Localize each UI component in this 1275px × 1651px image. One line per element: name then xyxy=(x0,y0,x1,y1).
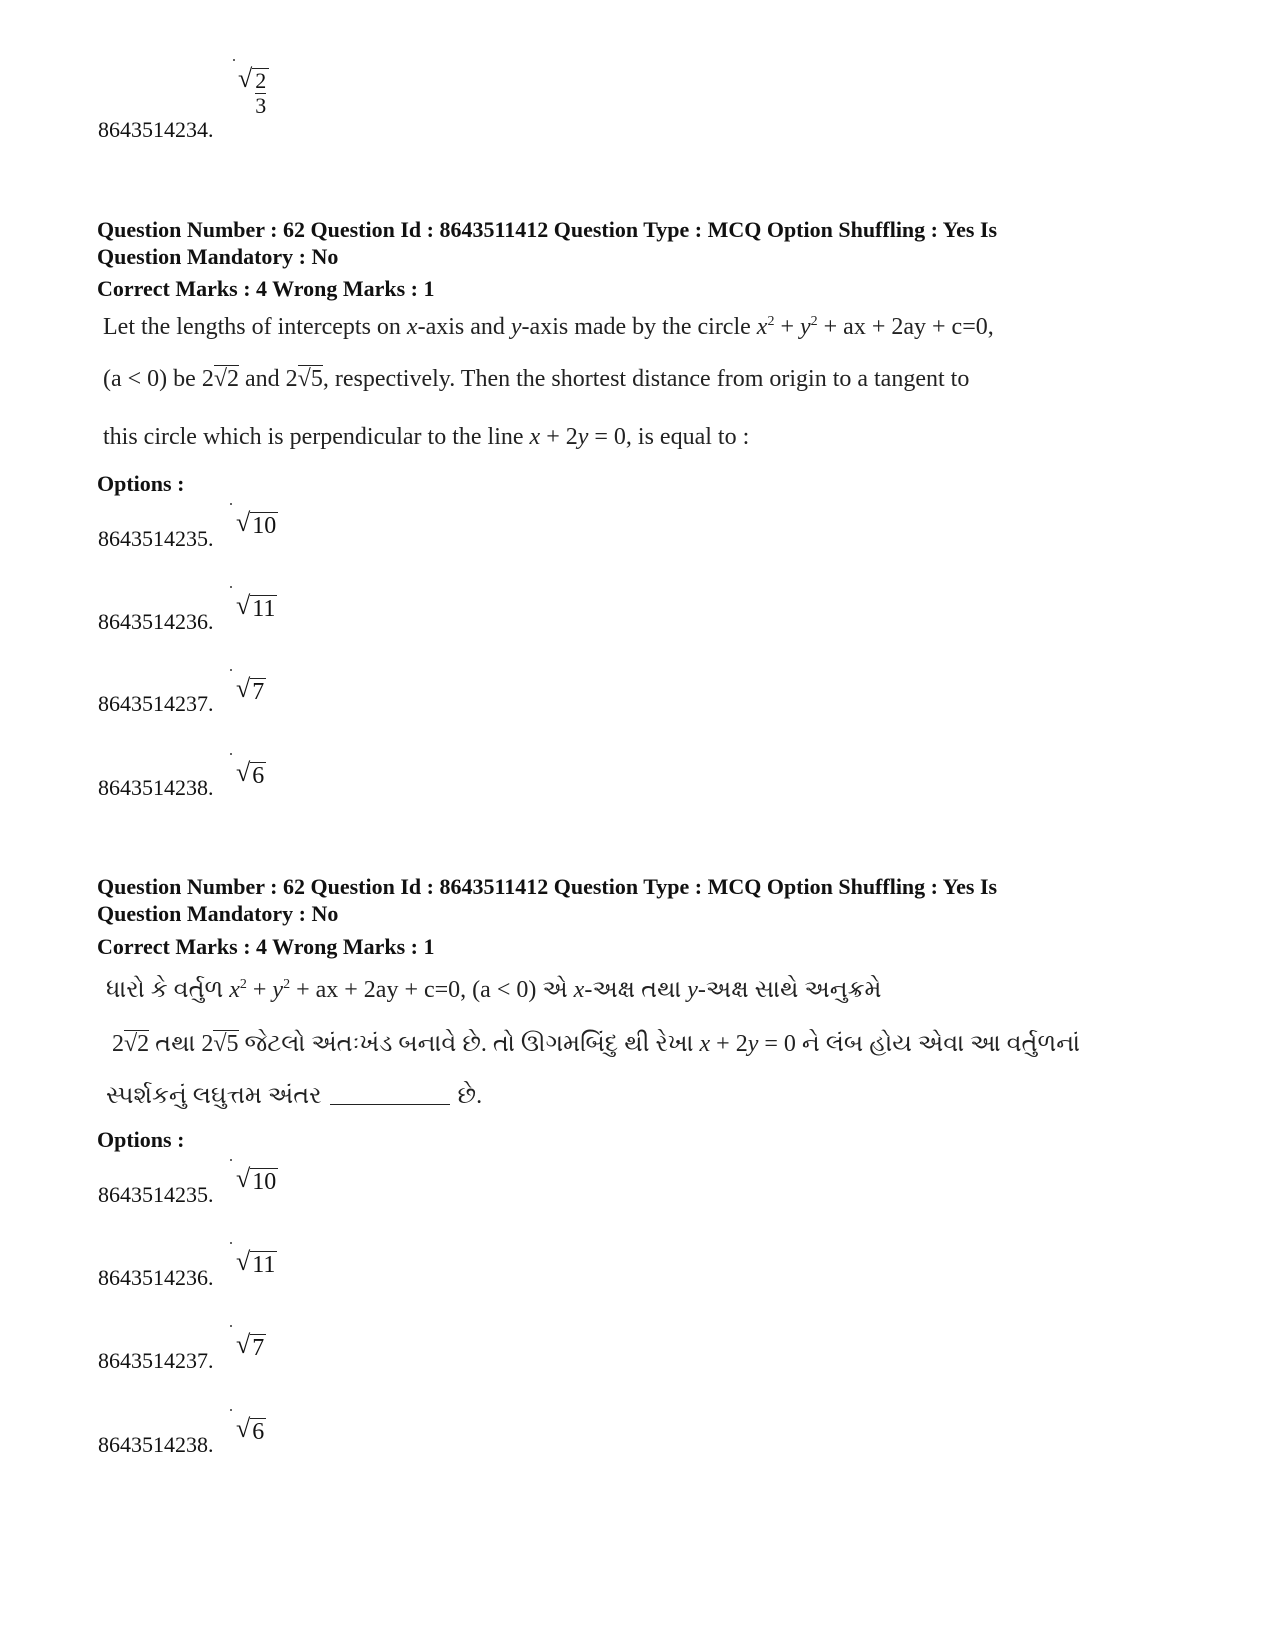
option-id: 8643514237. xyxy=(98,1348,214,1373)
question-text-line-1: ધારો કે વર્તુળ $x^2 + y^2$ + ax + 2ay + c=0, (a < 0) એ x-અક્ષ તથા y-અક્ષ સાથે અનુક્રમે xyxy=(106,977,882,1003)
option-value: √ 6 xyxy=(236,1414,265,1445)
question-marks: Correct Marks : 4 Wrong Marks : 1 xyxy=(97,276,435,301)
option-value: √ $\frac{2}{3}$ xyxy=(238,66,269,118)
question-text-line-2: (a < 0) be 2√2 and 2√5, respectively. Then the shortest distance from origin to a tangent to xyxy=(103,366,970,392)
option-value: √ 10 xyxy=(236,508,277,539)
option-id: 8643514238. xyxy=(98,775,214,800)
question-text-line-3: this circle which is perpendicular to the line x + 2y = 0, is equal to : xyxy=(103,424,750,450)
question-meta: Question Number : 62 Question Id : 8643511412 Question Type : MCQ Option Shuffling : Yes Is Question Mandatory : No xyxy=(97,874,998,926)
question-text-line-2: 2√2 તથા 2√5 જેટલો અંતઃખંડ બનાવે છે. તો ઊગમબિંદુ થી રેખા x + 2y = 0 ને લંબ હોય એવા આ વર્તુળનાં xyxy=(112,1031,1080,1057)
option-id: 8643514237. xyxy=(98,691,214,716)
option-value: √ 7 xyxy=(236,1330,265,1361)
question-marks: Correct Marks : 4 Wrong Marks : 1 xyxy=(97,934,435,959)
option-id: 8643514235. xyxy=(98,1182,214,1207)
option-id: 8643514234. xyxy=(98,117,214,142)
option-id: 8643514236. xyxy=(98,609,214,634)
option-id: 8643514236. xyxy=(98,1265,214,1290)
option-value: √ 6 xyxy=(236,758,265,789)
option-value: √ 7 xyxy=(236,674,265,705)
question-text-line-3: સ્પર્શકનું લઘુત્તમ અંતર છે. xyxy=(106,1083,483,1109)
question-text-line-1: Let the lengths of intercepts on x-axis and y-axis made by the circle $x^2 + y^2$ + ax + 2ay + c=0, xyxy=(103,314,994,340)
options-label: Options : xyxy=(97,471,185,496)
option-value: √ 10 xyxy=(236,1164,277,1195)
answer-blank xyxy=(330,1104,450,1105)
option-id: 8643514235. xyxy=(98,526,214,551)
options-label: Options : xyxy=(97,1127,185,1152)
question-meta: Question Number : 62 Question Id : 8643511412 Question Type : MCQ Option Shuffling : Yes Is Question Mandatory : No xyxy=(97,217,998,269)
option-id: 8643514238. xyxy=(98,1432,214,1457)
option-value: √ 11 xyxy=(236,591,276,622)
option-value: √ 11 xyxy=(236,1247,276,1278)
